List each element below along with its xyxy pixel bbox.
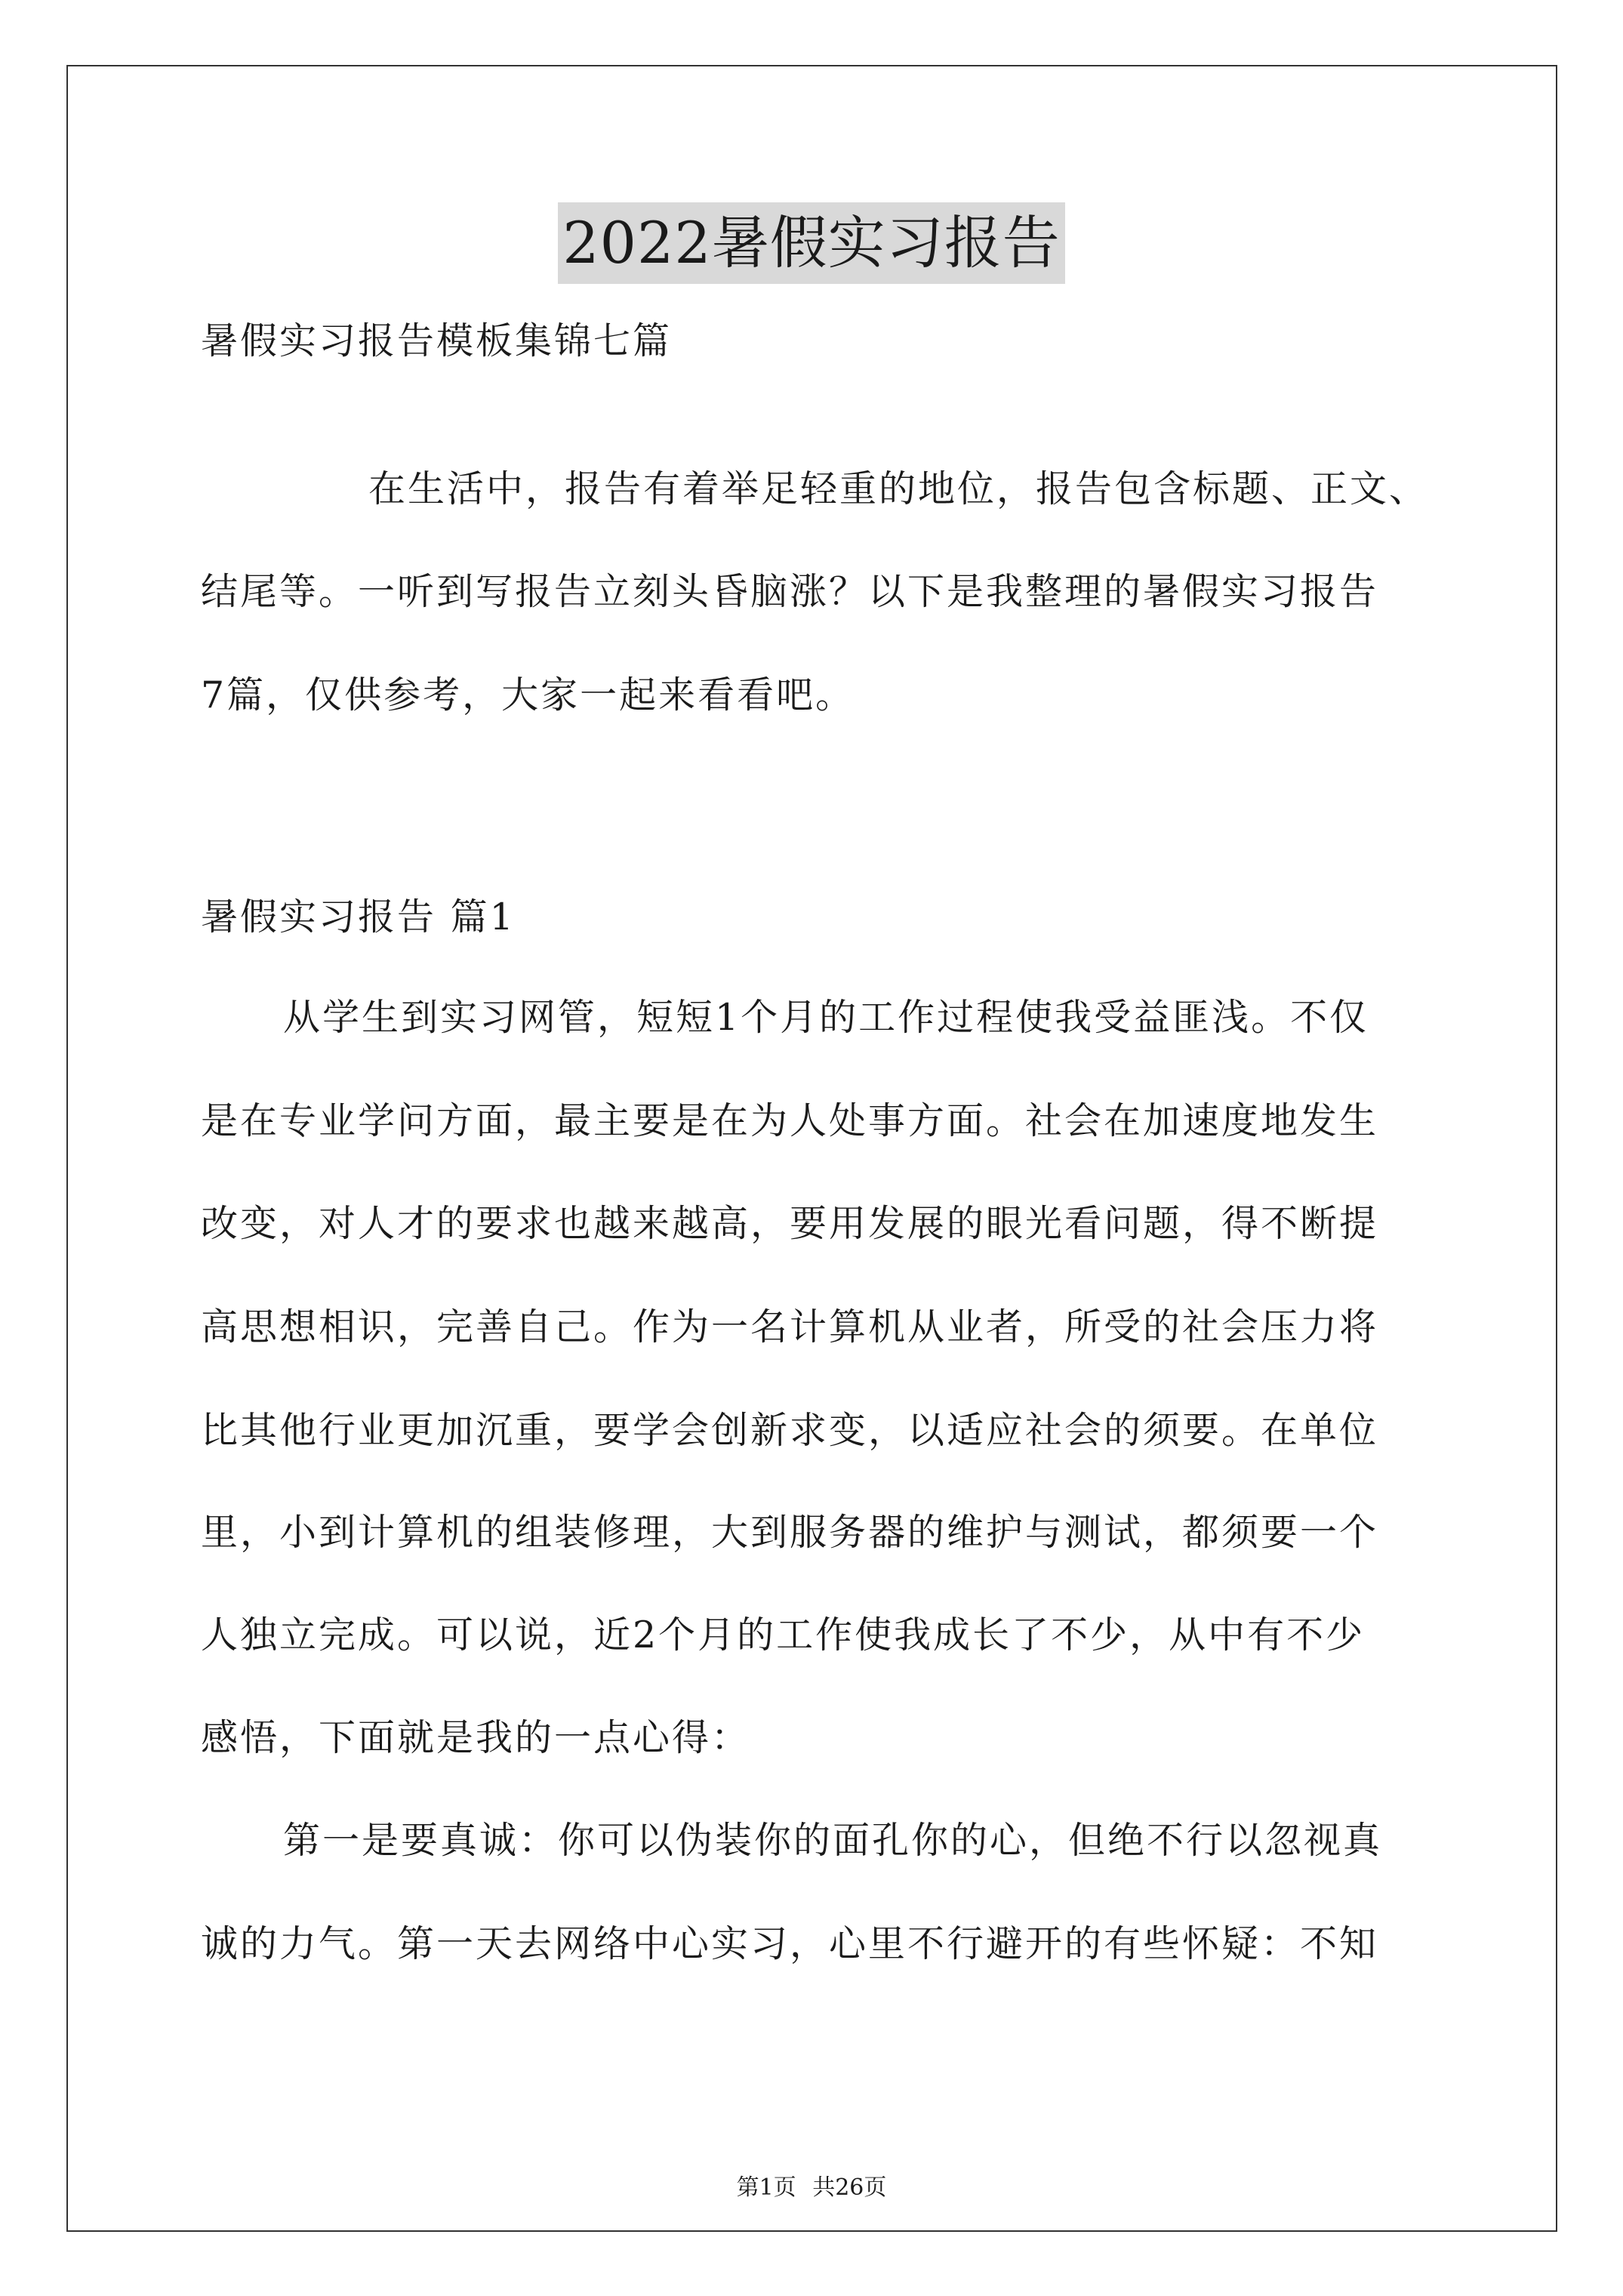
document-title: 2022暑假实习报告 xyxy=(558,202,1064,284)
body-line: 里，小到计算机的组装修理，大到服务器的维护与测试，都须要一个 xyxy=(201,1511,1379,1554)
page-footer: 第1页 共26页 xyxy=(736,2174,887,2201)
intro-line: 7篇，仅供参考，大家一起来看看吧。 xyxy=(201,673,855,717)
page-border xyxy=(66,65,1557,2232)
section-heading: 暑假实习报告 篇1 xyxy=(201,895,516,938)
body-line: 高思想相识，完善自己。作为一名计算机从业者，所受的社会压力将 xyxy=(201,1305,1379,1348)
body-line: 感悟，下面就是我的一点心得： xyxy=(201,1716,751,1759)
document-subtitle: 暑假实习报告模板集锦七篇 xyxy=(201,319,673,362)
body-line: 第一是要真诚：你可以伪装你的面孔你的心，但绝不行以忽视真 xyxy=(283,1819,1383,1862)
body-line: 是在专业学问方面，最主要是在为人处事方面。社会在加速度地发生 xyxy=(201,1099,1379,1142)
body-line: 改变，对人才的要求也越来越高，要用发展的眼光看问题，得不断提 xyxy=(201,1202,1379,1245)
title-container xyxy=(0,202,1623,284)
body-line: 比其他行业更加沉重，要学会创新求变，以适应社会的须要。在单位 xyxy=(201,1409,1379,1452)
body-line: 人独立完成。可以说，近2个月的工作使我成长了不少，从中有不少 xyxy=(201,1613,1366,1657)
intro-line: 在生活中，报告有着举足轻重的地位，报告包含标题、正文、 xyxy=(368,467,1429,510)
body-line: 诚的力气。第一天去网络中心实习，心里不行避开的有些怀疑：不知 xyxy=(201,1922,1379,1965)
body-line: 从学生到实习网管，短短1个月的工作过程使我受益匪浅。不仅 xyxy=(283,996,1369,1039)
intro-line: 结尾等。一听到写报告立刻头昏脑涨？以下是我整理的暑假实习报告 xyxy=(201,570,1379,613)
